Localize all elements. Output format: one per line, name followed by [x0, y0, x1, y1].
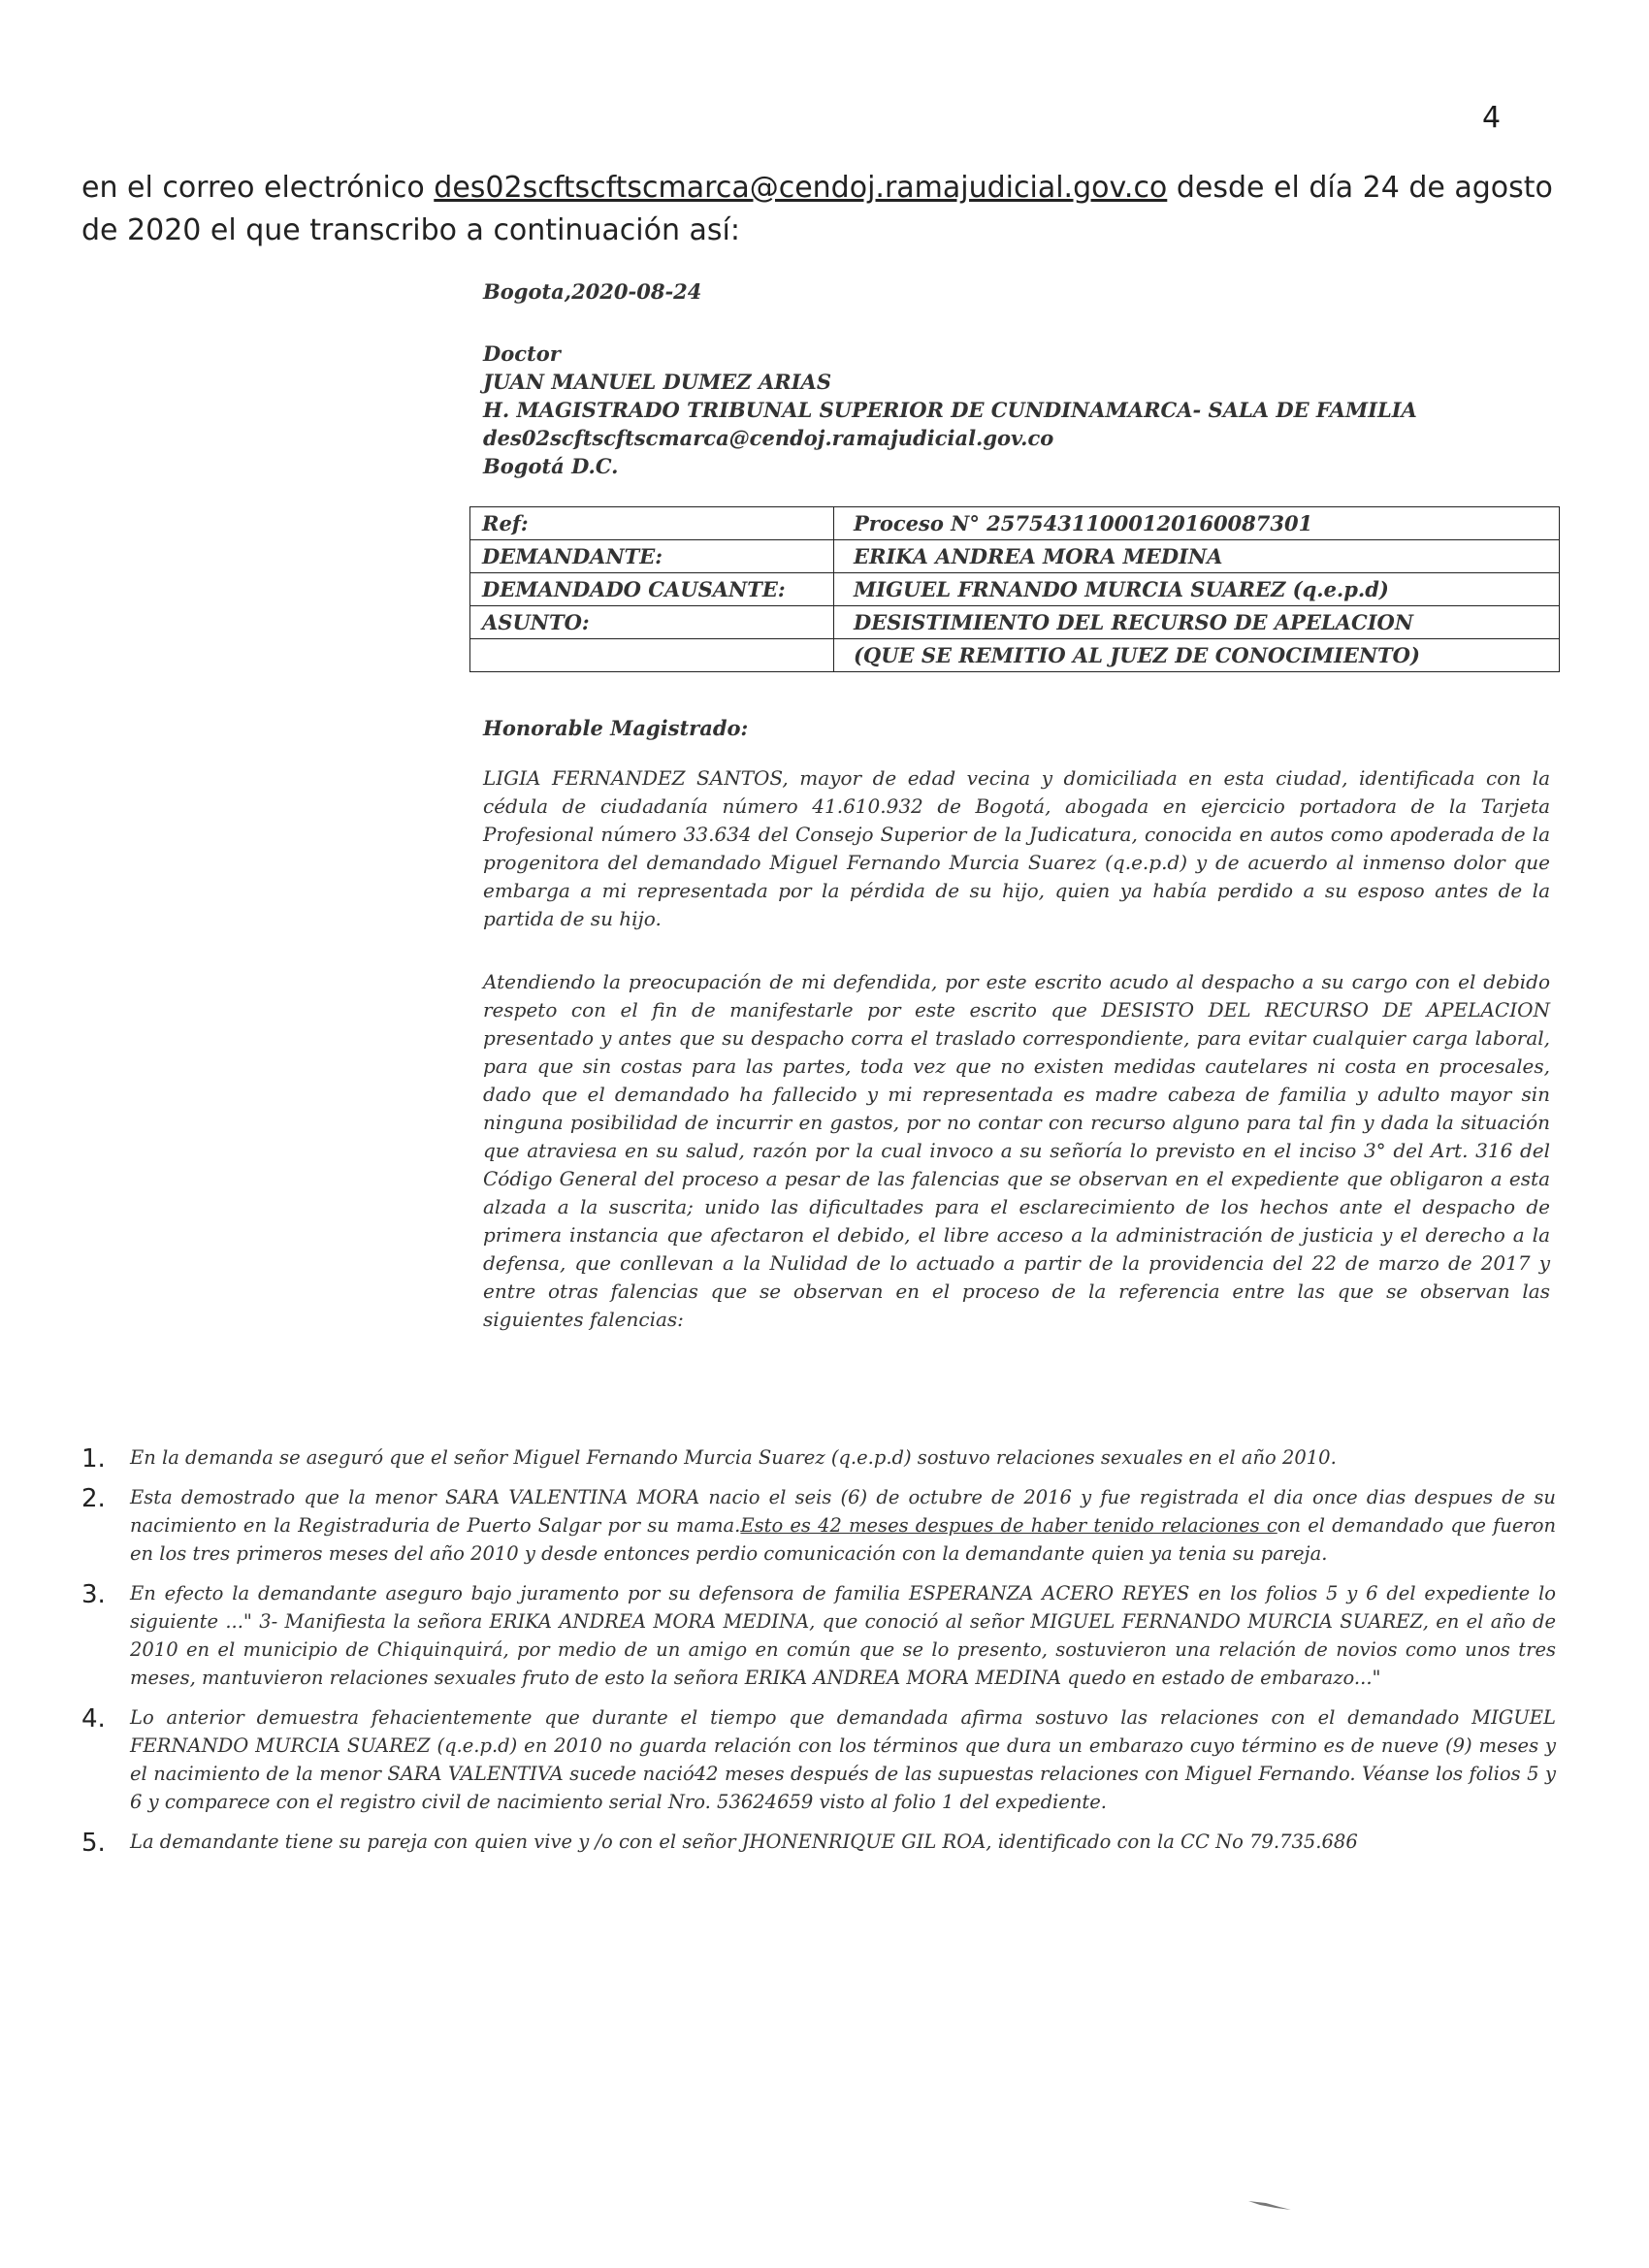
- ref-value: Proceso N° 25754311000120160087301: [834, 507, 1560, 540]
- scan-mark: [1246, 2198, 1293, 2212]
- page-number: 4: [1482, 101, 1502, 135]
- salutation: Honorable Magistrado:: [483, 716, 749, 740]
- point-text: Lo anterior demuestra fehacientemente que durante el tiempo que demandada afirma sostuvo las relaciones con el demandado MIGUEL FERNANDO MURCIA SUAREZ (q.e.p.d) en 2010 no guarda relación con los términos que dura un embarazo cuyo término es de nueve (9) meses y el nacimiento de la menor SARA VALENTIVA sucede nació42 meses después de las supuestas relaciones con Miguel Fernando. Véanse los folios 5 y 6 y comparece con el registro civil de nacimiento serial Nro. 53624659 visto al folio 1 del expediente.: [130, 1706, 1556, 1813]
- intro-text-before: en el correo electrónico: [81, 171, 435, 205]
- empty-label: [470, 639, 834, 672]
- point-text: [130, 1483, 1556, 1568]
- ref-label: Ref:: [470, 507, 834, 540]
- point-text-after: on el demandado que fueron en los tres primeros meses del año 2010 y desde entonces perdio comunicación con la demandante quien ya tenia su pareja.: [130, 1514, 1557, 1565]
- table-row: [470, 573, 1560, 606]
- email-link[interactable]: des02scftscftscmarca@cendoj.ramajudicial.gov.co: [434, 171, 1168, 205]
- point-number: 2.: [81, 1484, 106, 1513]
- point-text-before: Esta demostrado que la menor SARA VALENTINA MORA nacio el seis (6) de octubre de 2016 y fue registrada el dia once dias despues de su nacimiento en la Registraduria de Puerto Salgar por su mama.: [130, 1486, 1556, 1537]
- defendant-value: MIGUEL FRNANDO MURCIA SUAREZ (q.e.p.d): [834, 573, 1560, 606]
- body-paragraph-1: LIGIA FERNANDEZ SANTOS, mayor de edad vecina y domiciliada en esta ciudad, identificada con la cédula de ciudadanía número 41.610.932 de Bogotá, abogada en ejercicio portadora de la Tarjeta Profesional número 33.634 del Consejo Superior de la Judicatura, conocida en autos como apoderada de la progenitora del demandado Miguel Fernando Murcia Suarez (q.e.p.d) y de acuerdo al inmenso dolor que embarga a mi representada por la pérdida de su hijo, quien ya había perdido a su esposo antes de la partida de su hijo.: [483, 766, 1550, 930]
- plaintiff-value: ERIKA ANDREA MORA MEDINA: [834, 540, 1560, 573]
- point-text: La demandante tiene su pareja con quien vive y /o con el señor JHONENRIQUE GIL ROA, identificado con la CC No 79.735.686: [130, 1831, 1358, 1853]
- numbered-points: [81, 1443, 1557, 1867]
- defendant-label: DEMANDADO CAUSANTE:: [470, 573, 834, 606]
- intro-text-after: desde el día 24 de agosto de 2020 el que transcribo a continuación así:: [81, 171, 1553, 247]
- point-number: 1.: [81, 1444, 106, 1474]
- addressee-email: des02scftscftscmarca@cendoj.ramajudicial.gov.co: [483, 426, 1054, 450]
- table-row: [470, 639, 1560, 672]
- reference-table: [469, 506, 1560, 672]
- plaintiff-label: DEMANDANTE:: [470, 540, 834, 573]
- subject-note: (QUE SE REMITIO AL JUEZ DE CONOCIMIENTO): [834, 639, 1560, 672]
- addressee-city: Bogotá D.C.: [483, 454, 619, 478]
- underlined-text: Esto es 42 meses despues de haber tenido relaciones c: [740, 1514, 1277, 1537]
- point-number: 5.: [81, 1829, 106, 1858]
- addressee-name: JUAN MANUEL DUMEZ ARIAS: [483, 370, 831, 394]
- list-item: [81, 1703, 1556, 1816]
- letter-date: Bogota,2020-08-24: [483, 279, 702, 304]
- intro-paragraph: [81, 167, 1556, 252]
- subject-value: DESISTIMIENTO DEL RECURSO DE APELACION: [834, 606, 1560, 639]
- list-item: [81, 1483, 1557, 1568]
- point-number: 3.: [81, 1580, 106, 1609]
- list-item: [81, 1828, 1556, 1858]
- body-paragraph-2: Atendiendo la preocupación de mi defendida, por este escrito acudo al despacho a su cargo con el debido respeto con el fin de manifestarle por este escrito que DESISTO DEL RECURSO DE APELACION presentado y antes que su despacho corra el traslado correspondiente, para evitar cualquier carga laboral, para que sin costas para las partes, toda vez que no existen medidas cautelares ni costa en procesales, dado que el demandado ha fallecido y mi representada es madre cabeza de familia y adulto mayor sin ninguna posibilidad de incurrir en gastos, por no contar con recurso alguno para tal fin y dada la situación que atraviesa en su salud, razón por la cual invoco a su señoría lo previsto en el inciso 3° del Art. 316 del Código General del proceso a pesar de las falencias que se observan en el expediente que obligaron a esta alzada a la suscrita; unido las dificultades para el esclarecimiento de los hechos ante el despacho de primera instancia que afectaron el debido, el libre acceso a la administración de justicia y el derecho a la defensa, que conllevan a la Nulidad de lo actuado a partir de la providencia del 22 de marzo de 2017 y entre otras falencias que se observan en el proceso de la referencia entre las que se observan las siguientes falencias:: [483, 970, 1550, 1331]
- point-number: 4.: [81, 1704, 106, 1733]
- list-item: [81, 1579, 1556, 1692]
- point-text: En la demanda se aseguró que el señor Miguel Fernando Murcia Suarez (q.e.p.d) sostuvo relaciones sexuales en el año 2010.: [130, 1446, 1337, 1469]
- table-row: [470, 540, 1560, 573]
- list-item: [81, 1443, 1556, 1474]
- subject-label: ASUNTO:: [470, 606, 834, 639]
- table-row: [470, 606, 1560, 639]
- table-row: [470, 507, 1560, 540]
- addressee-position: H. MAGISTRADO TRIBUNAL SUPERIOR DE CUNDINAMARCA- SALA DE FAMILIA: [483, 398, 1417, 422]
- addressee-title: Doctor: [483, 341, 561, 366]
- letter-addressee: [483, 340, 1560, 480]
- point-text: En efecto la demandante aseguro bajo juramento por su defensora de familia ESPERANZA ACERO REYES en los folios 5 y 6 del expediente lo siguiente ..." 3- Manifiesta la señora ERIKA ANDREA MORA MEDINA, que conoció al señor MIGUEL FERNANDO MURCIA SUAREZ, en el año de 2010 en el municipio de Chiquinquirá, por medio de un amigo en común que se lo presento, sostuvieron una relación de novios como unos tres meses, mantuvieron relaciones sexuales fruto de esto la señora ERIKA ANDREA MORA MEDINA quedo en estado de embarazo...": [130, 1582, 1556, 1689]
